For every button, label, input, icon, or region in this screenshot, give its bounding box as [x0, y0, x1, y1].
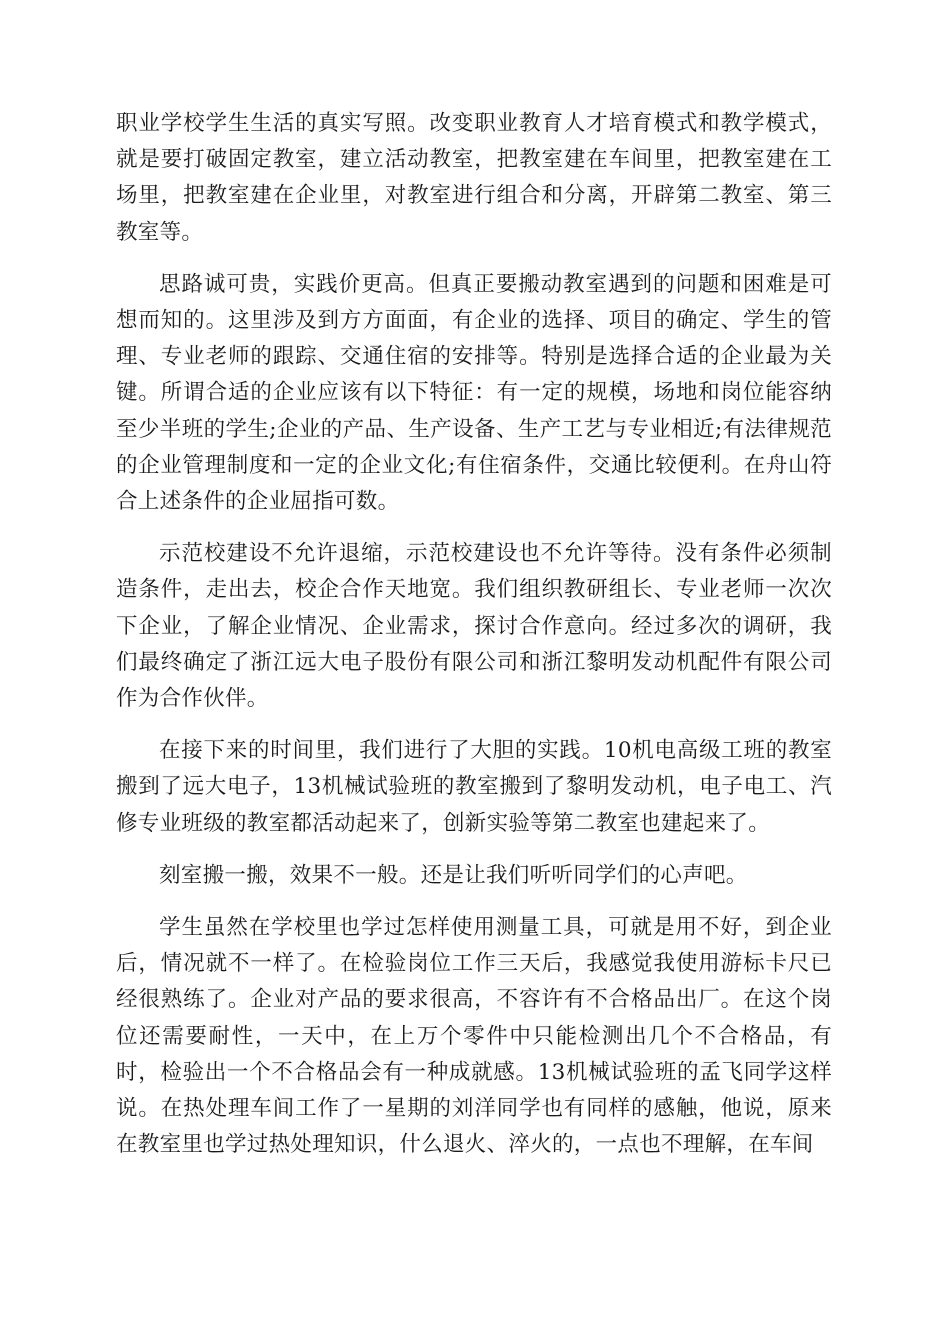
- paragraph-5: 刻室搬一搬，效果不一般。还是让我们听听同学们的心声吧。: [159, 862, 748, 888]
- paragraph-1: 职业学校学生生活的真实写照。改变职业教育人才培育模式和教学模式，就是要打破固定教室，建立活动教室，把教室建在车间里，把教室建在工场里，把教室建在企业里，对教室进行组合和分离，开辟第二教室、第三教室等。: [116, 111, 832, 245]
- paragraph-3: 示范校建设不允许退缩，示范校建设也不允许等待。没有条件必须制造条件，走出去，校企合作天地宽。我们组织教研组长、专业老师一次次下企业，了解企业情况、企业需求，探讨合作意向。经过多次的调研，我们最终确定了浙江远大电子股份有限公司和浙江黎明发动机配件有限公司作为合作伙伴。: [116, 541, 832, 712]
- paragraph-2: 思路诚可贵，实践价更高。但真正要搬动教室遇到的问题和困难是可想而知的。这里涉及到方方面面，有企业的选择、项目的确定、学生的管理、专业老师的跟踪、交通住宿的安排等。特别是选择合适的企业最为关键。所谓合适的企业应该有以下特征：有一定的规模，场地和岗位能容纳至少半班的学生;企业的产品、生产设备、生产工艺与专业相近;有法律规范的企业管理制度和一定的企业文化;有住宿条件，交通比较便利。在舟山符合上述条件的企业屈指可数。: [116, 271, 832, 515]
- paragraph-6: 学生虽然在学校里也学过怎样使用测量工具，可就是用不好，到企业后，情况就不一样了。在检验岗位工作三天后，我感觉我使用游标卡尺已经很熟练了。企业对产品的要求很高，不容许有不合格品出厂。在这个岗位还需要耐性，一天中，在上万个零件中只能检测出几个不合格品，有时，检验出一个不合格品会有一种成就感。13机械试验班的孟飞同学这样说。在热处理车间工作了一星期的刘洋同学也有同样的感触，他说，原来在教室里也学过热处理知识，什么退火、淬火的，一点也不理解，在车间: [116, 915, 832, 1158]
- paragraph-4: 在接下来的时间里，我们进行了大胆的实践。10机电高级工班的教室搬到了远大电子，13机械试验班的教室搬到了黎明发动机，电子电工、汽修专业班级的教室都活动起来了，创新实验等第二教室也建起来了。: [116, 738, 832, 836]
- document-body: [116, 106, 832, 1163]
